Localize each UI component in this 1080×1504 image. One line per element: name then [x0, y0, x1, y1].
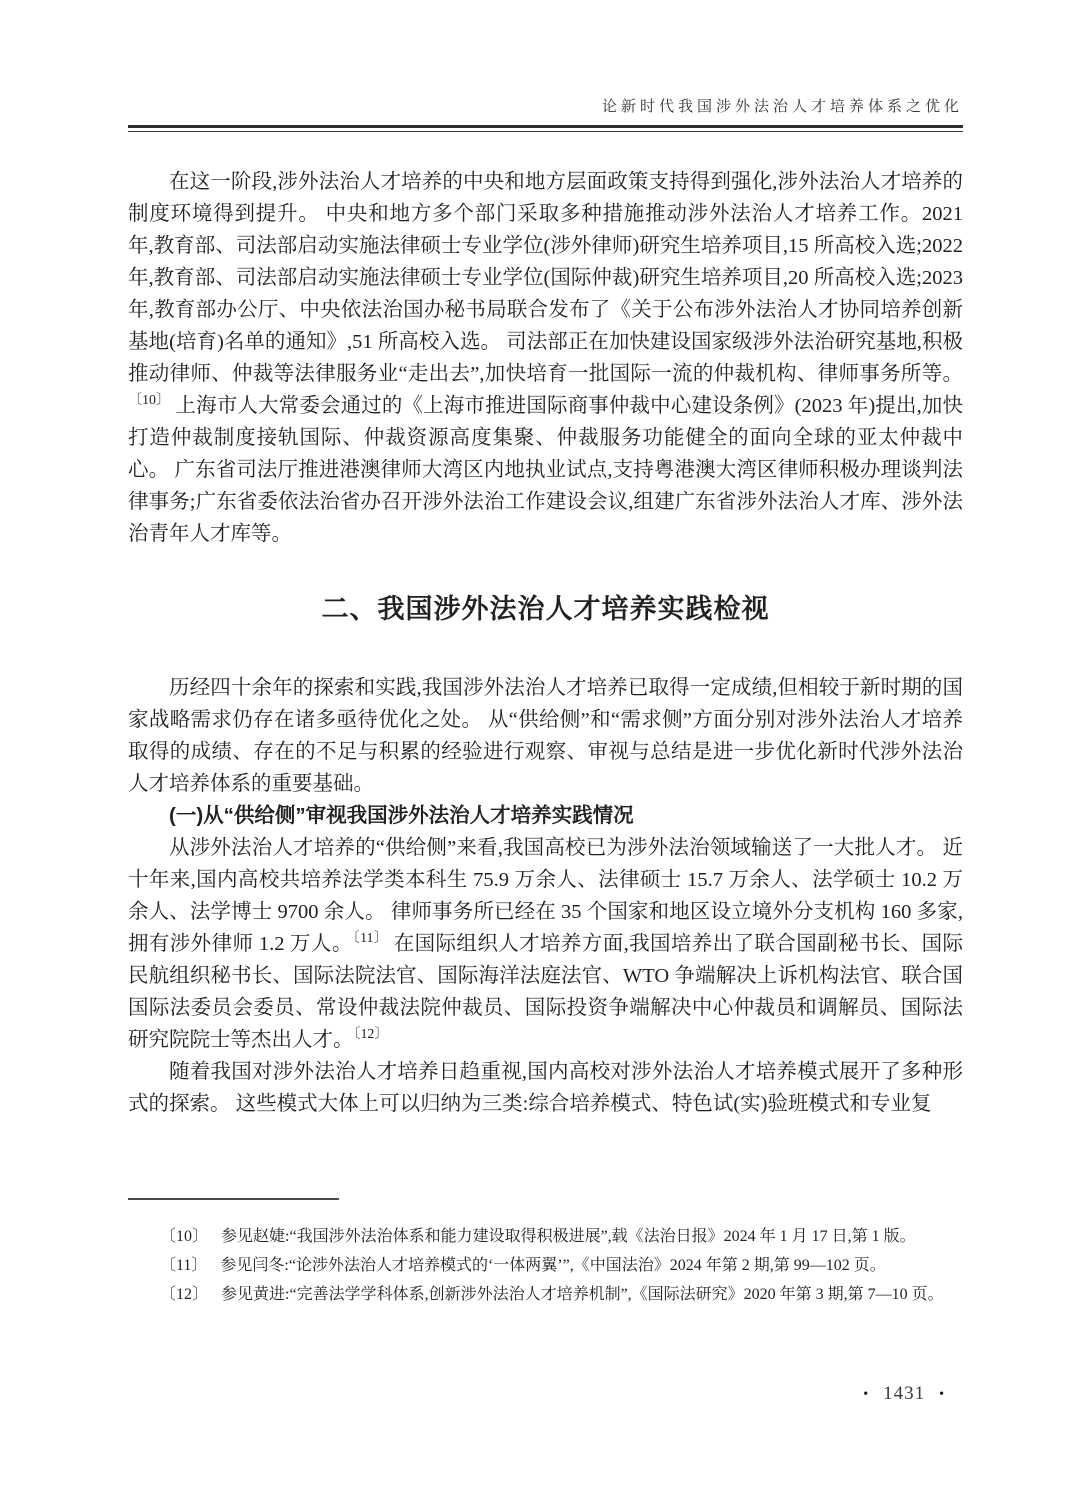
footnote-12: [128, 1280, 963, 1309]
page-number-value: 1431: [883, 1383, 926, 1404]
paragraph-policy-stage: 在这一阶段,涉外法治人才培养的中央和地方层面政策支持得到强化,涉外法治人才培养的制度环境得到提升。 中央和地方多个部门采取多种措施推动涉外法治人才培养工作。2021 年,教育部、司法部启动实施法律硕士专业学位(涉外律师)研究生培养项目,15 所高校入选;2022 年,教育部、司法部启动实施法律硕士专业学位(国际仲裁)研究生培养项目,20 所高校入选;2023 年,教育部办公厅、中央依法治国办秘书局联合发布了《关于公布涉外法治人才协同培养创新基地(培育)名单的通知》,51 所高校入选。 司法部正在加快建设国家级涉外法治研究基地,积极推动律师、仲裁等法律服务业“走出去”,加快培育一批国际一流的仲裁机构、律师事务所等。$^{〔10〕}$ 上海市人大常委会通过的《上海市推进国际商事仲裁中心建设条例》(2023 年)提出,加快打造仲裁制度接轨国际、仲裁资源高度集聚、仲裁服务功能健全的面向全球的亚太仲裁中心。 广东省司法厅推进港澳律师大湾区内地执业试点,支持粤港澳大湾区律师积极办理谈判法律事务;广东省委依法治省办召开涉外法治工作建设会议,组建广东省涉外法治人才库、涉外法治青年人才库等。: [128, 171, 964, 545]
subsection-heading: (一)从“供给侧”审视我国涉外法治人才培养实践情况: [169, 804, 634, 827]
footnote-11: [128, 1251, 963, 1280]
footnote-marker: 〔11〕: [160, 1257, 208, 1274]
paragraph-supply-side: 从涉外法治人才培养的“供给侧”来看,我国高校已为涉外法治领域输送了一大批人才。 近十年来,国内高校共培养法学类本科生 75.9 万余人、法律硕士 15.7 万余人、法学硕士 10.2 万余人、法学博士 9700 余人。 律师事务所已经在 35 个国家和地区设立境外分支机构 160 多家,拥有涉外律师 1.2 万人。$^{〔11〕}$ 在国际组织人才培养方面,我国培养出了联合国副秘书长、国际民航组织秘书长、国际法院法官、国际海洋法庭法官、WTO 争端解决上诉机构法官、联合国国际法委员会委员、常设仲裁法院仲裁员、国际投资争端解决中心仲裁员和调解员、国际法研究院院士等杰出人才。$^{〔12〕}$: [128, 837, 964, 1051]
running-title: 论新时代我国涉外法治人才培养体系之优化: [601, 99, 963, 115]
footnote-marker: 〔10〕: [160, 1228, 209, 1245]
page-number-bullet-right: •: [939, 1387, 945, 1402]
footnote-10: [128, 1222, 963, 1251]
footnote-separator: [128, 1198, 339, 1200]
paragraph-training-modes: 随着我国对涉外法治人才培养日趋重视,国内高校对涉外法治人才培养模式展开了多种形式的探索。 这些模式大体上可以归纳为三类:综合培养模式、特色试(实)验班模式和专业复: [128, 1061, 963, 1115]
article-body: [128, 166, 963, 1120]
header-rule: [128, 125, 963, 132]
footnotes-section: [128, 1198, 963, 1309]
footnote-text: 参见赵婕:“我国涉外法治体系和能力建设取得积极进展”,载《法治日报》2024 年 1 月 17 日,第 1 版。: [221, 1228, 916, 1245]
footnote-text: 参见闫冬:“论涉外法治人才培养模式的‘一体两翼’”,《中国法治》2024 年第 2 期,第 99—102 页。: [220, 1257, 886, 1274]
page-number-bullet-left: •: [863, 1387, 870, 1402]
running-header: [128, 95, 963, 116]
paragraph-review-intro: 历经四十余年的探索和实践,我国涉外法治人才培养已取得一定成绩,但相较于新时期的国家战略需求仍存在诸多亟待优化之处。 从“供给侧”和“需求侧”方面分别对涉外法治人才培养取得的成绩、存在的不足与积累的经验进行观察、审视与总结是进一步优化新时代涉外法治人才培养体系的重要基础。: [128, 677, 963, 795]
footnote-marker: 〔12〕: [160, 1286, 209, 1303]
footnote-text: 参见黄进:“完善法学学科体系,创新涉外法治人才培养机制”,《国际法研究》2020 年第 3 期,第 7—10 页。: [221, 1286, 944, 1303]
section-heading: 二、我国涉外法治人才培养实践检视: [321, 594, 770, 624]
page-number: [128, 1383, 963, 1405]
